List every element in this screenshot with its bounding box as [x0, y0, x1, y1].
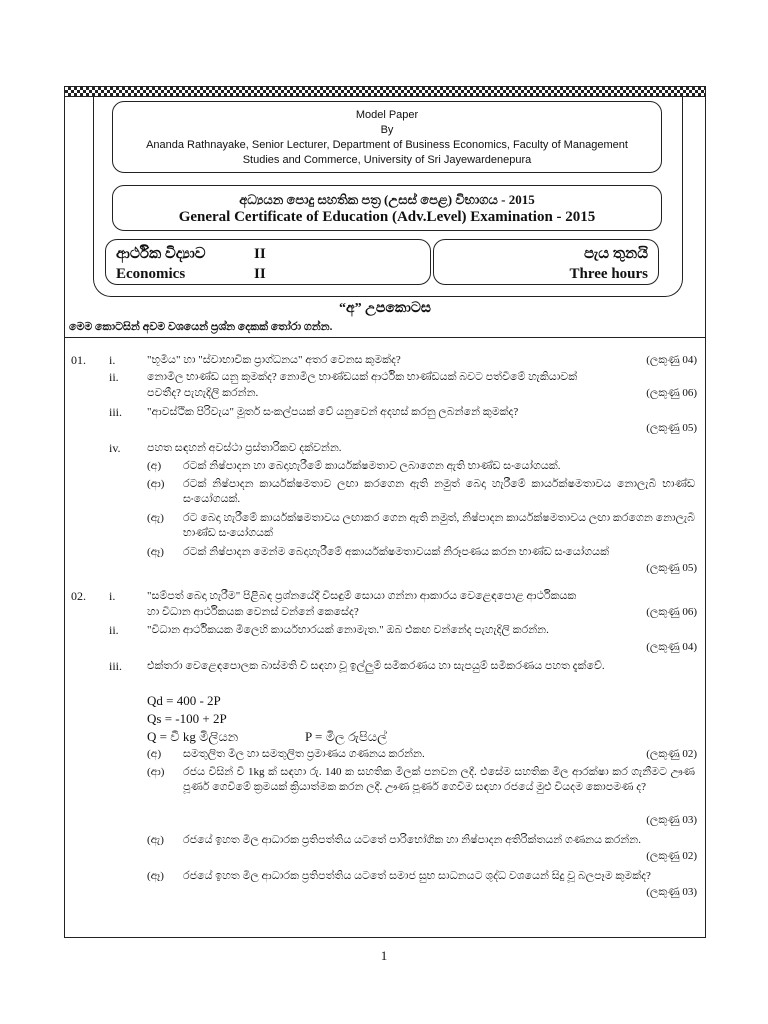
sub-label: (අ)	[147, 460, 162, 472]
part-text: නොමිල භාණ්ඩ යනු කුමක්ද? නොමිල භාණ්ඩයක් ආර්ථික භාණ්ඩයක් බවට පත්වීමේ හැකියාවක්	[147, 371, 578, 383]
sub-text: රටක් නිෂ්පාදන කාර්යක්ෂමතාව ලඟා කරගෙන ඇති නමුත් බෙදා හැරීමේ කාර්යක්ෂමතාවය නොලැබී භාණ්ඩ සංයෝගයක්.	[183, 478, 695, 505]
sub-label: (අ)	[147, 748, 162, 760]
marks: (ලකුණු 05)	[646, 422, 697, 434]
marks: (ලකුණු 04)	[646, 354, 697, 366]
model-paper-box	[112, 101, 662, 173]
part-number: ii.	[109, 623, 119, 637]
question-number: 02.	[71, 589, 86, 603]
part-number: iii.	[109, 405, 123, 419]
marks: (ලකුණු 06)	[646, 387, 697, 399]
time-english: Three hours	[569, 266, 648, 282]
section-title: “අ” උපකොටස	[339, 301, 431, 316]
quantity-unit: Q = වී kg මිලියන	[147, 729, 239, 744]
sub-label: (ඈ)	[147, 870, 164, 882]
exam-title-box	[112, 185, 662, 231]
author-line-1: Ananda Rathnayake, Senior Lecturer, Department of Business Economics, Faculty of Management	[146, 139, 628, 151]
sub-label: (ඇ)	[147, 834, 164, 846]
sub-text: රජයේ ඉහත මිල ආධාරක ප්‍රතිපත්තිය යටතේ පාරිභෝගික හා නිෂ්පාදන අතිරික්තයන් ගණනය කරන්න.	[183, 834, 641, 846]
demand-equation: Qd = 400 - 2P	[147, 693, 221, 708]
sub-text: සමතුලිත මිල හා සමතුලිත ප්‍රමාණය ගණනය කරන්න.	[183, 748, 425, 760]
part-number: iv.	[109, 441, 121, 455]
exam-title-english: General Certificate of Education (Adv.Level) Examination - 2015	[178, 209, 596, 225]
marks: (ලකුණු 04)	[646, 641, 697, 653]
part-text: පහත සඳහන් අවස්ථා ප්‍රස්තාරිකව දක්වන්න.	[147, 442, 342, 454]
sub-text: රජය විසින් වී 1kg ක් සඳහා රු. 140 ක සහතික මිලක් පනවන ලදී. එසේම සහතික මිල ආරක්ෂා කර ගැනීමට ඌණ පූර්ණ ගෙවීමේ ක්‍රමයක් ක්‍රියාත්මක කරන ලදී. ඌණ පූර්ණ ගෙවීම සඳහා රජයේ මුළු වියදම කොපමණ ද?	[183, 766, 695, 793]
marks: (ලකුණු 05)	[646, 562, 697, 574]
sub-text: රටක් නිෂ්පාදන මෙන්ම බෙදාහැරීමේ අකාර්යක්ෂමතාවයක් නිරූපණය කරන භාණ්ඩ සංයෝගයක්	[183, 546, 610, 558]
part-text: "ආවස්ථික පිරිවැය" මූර්ත සංකල්පයක් වේ යනුවෙන් අදහස් කරනු ලබන්නේ කුමක්ද?	[147, 406, 519, 418]
part-text: "භූමිය" හා "ස්වාභාවික ප්‍රාග්ධනය" අතර වෙනස කුමක්ද?	[147, 354, 401, 366]
sub-label: (ආ)	[147, 478, 165, 490]
subject-sinhala: ආර්ථික විද්‍යාව	[116, 246, 206, 262]
checker-border	[65, 87, 705, 97]
sub-text: රජයේ ඉහත මිල ආධාරක ප්‍රතිපත්තිය යටතේ සමාජ සුභ සාධනයට ශුද්ධ වශයෙන් සිදු වූ බලපෑම කුමක්ද?	[183, 870, 651, 882]
marks: (ලකුණු 02)	[646, 748, 697, 760]
sub-label: (ඈ)	[147, 546, 164, 558]
divider	[65, 337, 705, 338]
sub-label: (ආ)	[147, 766, 165, 778]
question-number: 01.	[71, 353, 86, 367]
part-text: "විධාන ආර්ථිකයක මිලෙහි කාර්යභාරයක් නොමැත." ඔබ එකඟ වන්නේද පැහැදිලි කරන්න.	[147, 624, 549, 636]
exam-page	[64, 86, 706, 938]
model-title: Model Paper	[355, 109, 419, 121]
time-box	[433, 239, 659, 285]
subject-box	[105, 239, 431, 285]
part-text: "සම්පත් බෙදා හැරීම" පිළිබඳ ප්‍රශ්නයේදී විසඳුම් සොයා ගන්නා ආකාරය වෙළෙඳපොළ ආර්ථිකයක	[147, 590, 577, 602]
sub-label: (ඇ)	[147, 512, 164, 524]
paper-english: II	[254, 266, 266, 282]
part-text: හා විධාන ආර්ථිකයක වෙනස් වන්නේ කෙසේද?	[147, 606, 359, 618]
sub-text: රටක් නිෂ්පාදන හා බෙදාහැරීමේ කාර්යක්ෂමතාව ලබාගෙන ඇති භාණ්ඩ සංයෝගයක්.	[183, 460, 561, 472]
question-2	[65, 589, 707, 929]
exam-title-sinhala: අධ්‍යයන පොදු සහතික පත්‍ර (උසස් පෙළ) විභාගය - 2015	[239, 192, 535, 207]
part-text: පවතීද? පැහැදිලි කරන්න.	[147, 387, 259, 399]
price-unit: P = මිල රුපියල්	[305, 729, 388, 744]
part-number: ii.	[109, 370, 119, 384]
by-label: By	[380, 124, 394, 136]
sub-text: රට බෙදා හැරීමේ කාර්යක්ෂමතාවය ලඟාකර ගෙන ඇති නමුත්, නිෂ්පාදන කාර්යක්ෂමතාවය ලඟා කරගෙන නොලැබී භාණ්ඩ සංයෝගයක්	[183, 512, 695, 539]
part-number: i.	[109, 589, 116, 603]
supply-equation: Qs = -100 + 2P	[147, 711, 227, 726]
author-line-2: Studies and Commerce, University of Sri Jayewardenepura	[242, 154, 532, 166]
part-number: iii.	[109, 659, 123, 673]
subject-english: Economics	[116, 266, 186, 282]
marks: (ලකුණු 03)	[646, 886, 697, 898]
marks: (ලකුණු 02)	[646, 850, 697, 862]
part-text: එක්තරා වෙළෙඳපොලක බාස්මති වී සඳහා වූ ඉල්ලුම් සමීකරණය හා සැපයුම් සමීකරණය පහත දැක්වේ.	[147, 660, 605, 672]
paper-sinhala: II	[254, 246, 266, 262]
section-instruction: මෙම කොටසින් අවම වශයෙන් ප්‍රශ්න දෙකක් තෝරා ගන්න.	[69, 321, 333, 333]
question-1	[65, 353, 707, 593]
time-sinhala: පැය තුනයි	[583, 246, 648, 262]
marks: (ලකුණු 06)	[646, 606, 697, 618]
page-number: 1	[380, 948, 388, 963]
marks: (ලකුණු 03)	[646, 814, 697, 826]
part-number: i.	[109, 353, 116, 367]
